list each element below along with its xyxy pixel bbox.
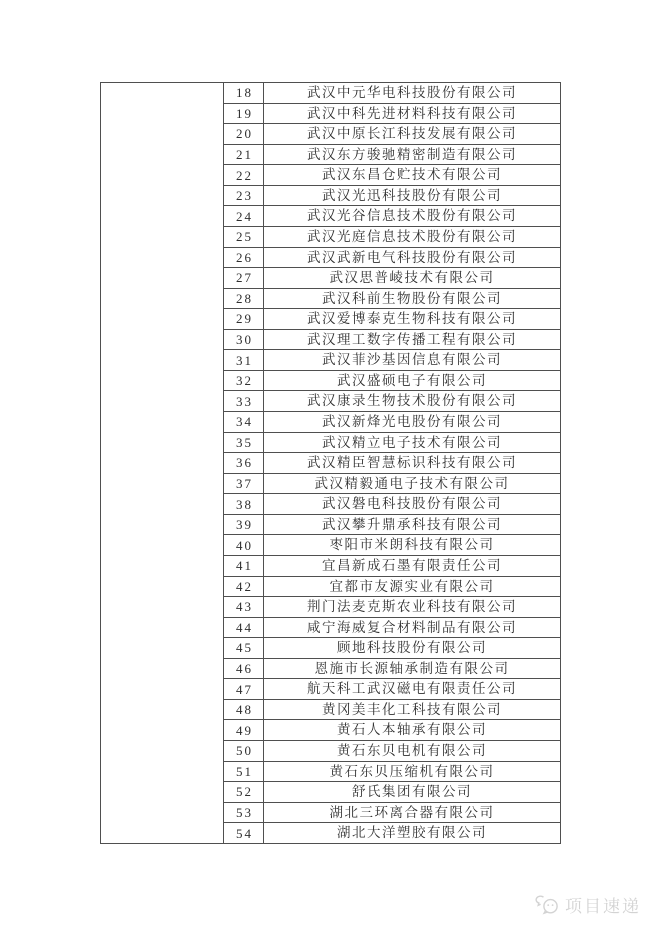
company-name-cell: 武汉康录生物技术股份有限公司 (307, 393, 517, 409)
company-name-cell: 武汉武新电气科技股份有限公司 (307, 249, 517, 265)
company-name-cell: 武汉菲沙基因信息有限公司 (322, 352, 502, 368)
row-number-cell: 37 (224, 474, 264, 494)
company-name-cell: 武汉爱博泰克生物科技有限公司 (307, 311, 517, 327)
row-number-cell: 48 (224, 700, 264, 720)
table-row (224, 597, 560, 618)
row-number-cell: 38 (224, 494, 264, 514)
table-row (224, 145, 560, 166)
table-row (224, 494, 560, 515)
company-name-cell: 武汉精立电子技术有限公司 (322, 434, 502, 450)
row-number-cell: 25 (224, 227, 264, 247)
company-name-cell: 黄石东贝电机有限公司 (337, 743, 487, 759)
row-number-cell: 24 (224, 206, 264, 226)
table-row (224, 700, 560, 721)
row-number-cell: 41 (224, 556, 264, 576)
table-row (224, 248, 560, 269)
row-number-cell: 46 (224, 659, 264, 679)
table-rows (224, 83, 560, 843)
merged-empty-cell (101, 83, 224, 843)
row-number-cell: 45 (224, 638, 264, 658)
row-number-cell: 43 (224, 597, 264, 617)
row-number-cell: 36 (224, 453, 264, 473)
table-row (224, 391, 560, 412)
row-number-cell: 23 (224, 186, 264, 206)
company-name-cell: 舒氏集团有限公司 (352, 784, 472, 800)
table-row (224, 330, 560, 351)
watermark-text: 项目速递 (565, 897, 641, 916)
table-row (224, 823, 560, 843)
table-row (224, 165, 560, 186)
row-number-cell: 40 (224, 535, 264, 555)
table-row (224, 371, 560, 392)
row-number-cell: 30 (224, 330, 264, 350)
company-name-cell: 武汉磐电科技股份有限公司 (322, 496, 502, 512)
company-name-cell: 武汉光迅科技股份有限公司 (322, 187, 502, 203)
wechat-chat-bubbles-icon (535, 893, 561, 917)
company-name-cell: 武汉攀升鼎承科技有限公司 (322, 516, 502, 532)
table-row (224, 104, 560, 125)
row-number-cell: 27 (224, 268, 264, 288)
table-row (224, 453, 560, 474)
row-number-cell: 49 (224, 720, 264, 740)
row-number-cell: 34 (224, 412, 264, 432)
row-number-cell: 22 (224, 165, 264, 185)
company-name-cell: 武汉东昌仓贮技术有限公司 (322, 167, 502, 183)
table-row (224, 556, 560, 577)
row-number-cell: 31 (224, 350, 264, 370)
table-row (224, 515, 560, 536)
table-row (224, 83, 560, 104)
company-name-cell: 黄冈美丰化工科技有限公司 (322, 701, 502, 717)
company-name-cell: 航天科工武汉磁电有限责任公司 (307, 681, 517, 697)
table-row (224, 309, 560, 330)
row-number-cell: 35 (224, 433, 264, 453)
company-name-cell: 枣阳市米朗科技有限公司 (329, 537, 495, 553)
row-number-cell: 28 (224, 289, 264, 309)
table-row (224, 412, 560, 433)
company-name-cell: 武汉中科先进材料科技有限公司 (307, 105, 517, 121)
company-name-cell: 武汉精臣智慧标识科技有限公司 (307, 455, 517, 471)
company-name-cell: 湖北三环离合器有限公司 (329, 804, 495, 820)
table-row (224, 720, 560, 741)
table-row (224, 124, 560, 145)
company-name-cell: 武汉光庭信息技术股份有限公司 (307, 228, 517, 244)
table-row (224, 474, 560, 495)
row-number-cell: 39 (224, 515, 264, 535)
company-name-cell: 武汉精毅通电子技术有限公司 (314, 475, 510, 491)
table-row (224, 268, 560, 289)
row-number-cell: 50 (224, 741, 264, 761)
table-row (224, 433, 560, 454)
row-number-cell: 52 (224, 782, 264, 802)
company-name-cell: 武汉中原长江科技发展有限公司 (307, 126, 517, 142)
row-number-cell: 26 (224, 248, 264, 268)
table-row (224, 679, 560, 700)
row-number-cell: 54 (224, 823, 264, 843)
company-name-cell: 武汉盛硕电子有限公司 (337, 372, 487, 388)
company-name-cell: 武汉新烽光电股份有限公司 (322, 414, 502, 430)
company-name-cell: 武汉理工数字传播工程有限公司 (307, 331, 517, 347)
row-number-cell: 18 (224, 83, 264, 103)
table-row (224, 227, 560, 248)
watermark (535, 892, 641, 917)
row-number-cell: 42 (224, 577, 264, 597)
company-name-cell: 湖北大洋塑胶有限公司 (337, 825, 487, 841)
table-row (224, 741, 560, 762)
row-number-cell: 29 (224, 309, 264, 329)
company-name-cell: 武汉思普崚技术有限公司 (329, 270, 495, 286)
table-row (224, 618, 560, 639)
table-row (224, 803, 560, 824)
row-number-cell: 19 (224, 104, 264, 124)
company-name-cell: 宜都市友源实业有限公司 (329, 578, 495, 594)
table-row (224, 350, 560, 371)
table-row (224, 782, 560, 803)
company-table (100, 82, 561, 844)
company-name-cell: 武汉中元华电科技股份有限公司 (307, 85, 517, 101)
row-number-cell: 51 (224, 762, 264, 782)
table-row (224, 577, 560, 598)
row-number-cell: 32 (224, 371, 264, 391)
company-name-cell: 顾地科技股份有限公司 (337, 640, 487, 656)
company-name-cell: 恩施市长源轴承制造有限公司 (314, 660, 510, 676)
company-name-cell: 荆门法麦克斯农业科技有限公司 (307, 599, 517, 615)
company-name-cell: 黄石东贝压缩机有限公司 (329, 763, 495, 779)
company-name-cell: 武汉科前生物股份有限公司 (322, 290, 502, 306)
row-number-cell: 47 (224, 679, 264, 699)
row-number-cell: 21 (224, 145, 264, 165)
table-row (224, 535, 560, 556)
company-name-cell: 武汉东方骏驰精密制造有限公司 (307, 146, 517, 162)
table-row (224, 186, 560, 207)
company-name-cell: 咸宁海威复合材料制品有限公司 (307, 619, 517, 635)
row-number-cell: 33 (224, 391, 264, 411)
company-name-cell: 黄石人本轴承有限公司 (337, 722, 487, 738)
row-number-cell: 44 (224, 618, 264, 638)
table-row (224, 659, 560, 680)
company-name-cell: 武汉光谷信息技术股份有限公司 (307, 208, 517, 224)
table-row (224, 762, 560, 783)
table-row (224, 638, 560, 659)
company-name-cell: 宜昌新成石墨有限责任公司 (322, 557, 502, 573)
table-row (224, 206, 560, 227)
row-number-cell: 53 (224, 803, 264, 823)
table-row (224, 289, 560, 310)
row-number-cell: 20 (224, 124, 264, 144)
